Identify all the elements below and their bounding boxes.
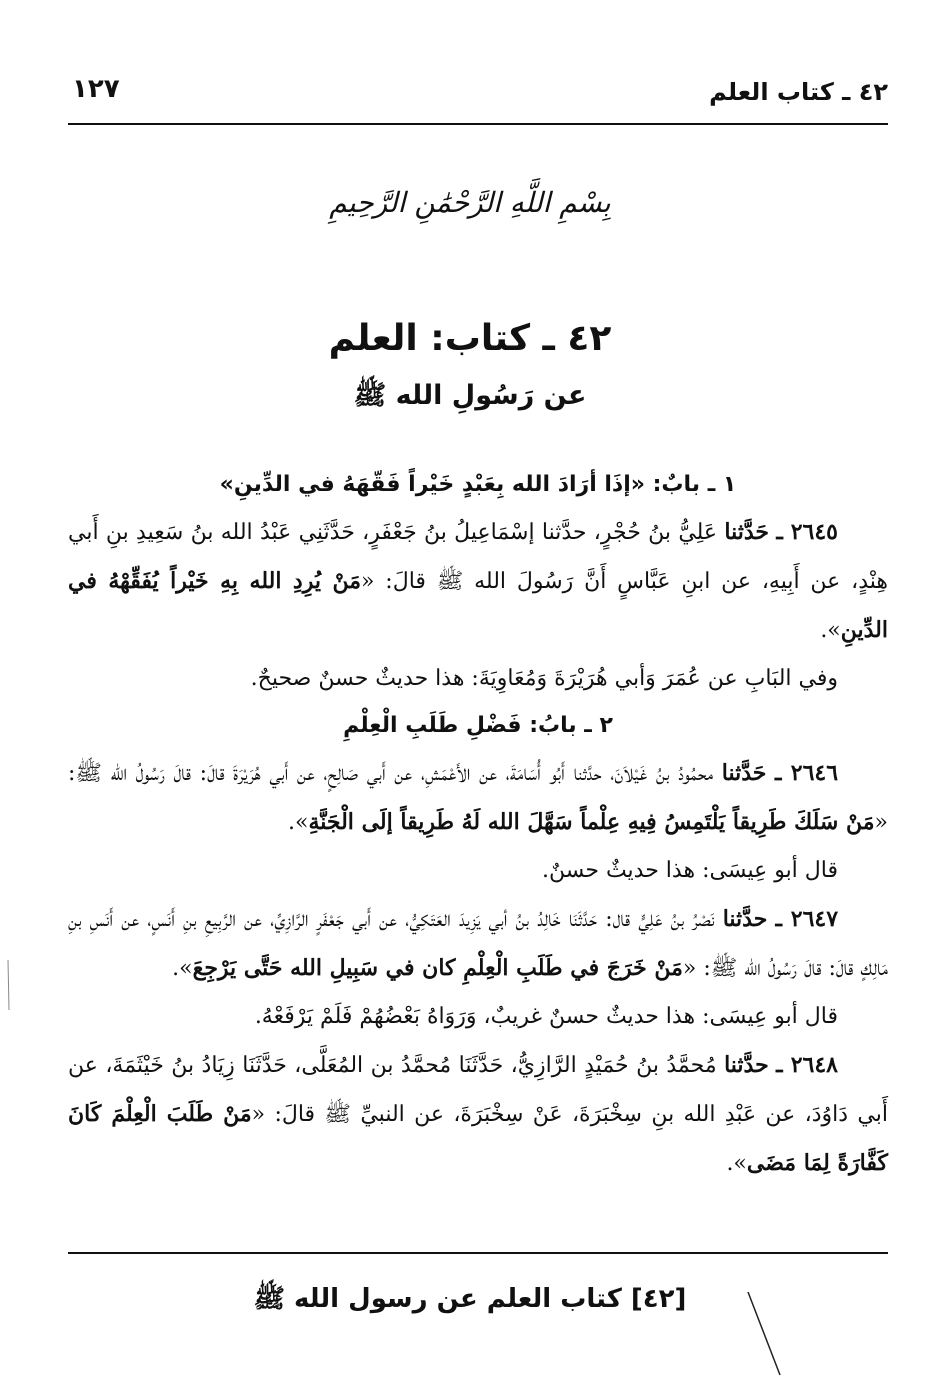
header-divider <box>68 123 888 125</box>
hadith-number: ٢٦٤٦ ـ <box>775 760 839 786</box>
running-chapter-title: ٤٢ ـ كتاب العلم <box>709 78 888 106</box>
hadith-2647 <box>68 895 888 993</box>
matn: مَنْ خَرَجَ في طَلَبِ الْعِلْمِ كان في سَبِيلِ الله حَتَّى يَرْجِعَ <box>192 955 683 981</box>
haddathana-word: حدَّثنا <box>722 906 768 932</box>
quote-end: ». <box>820 618 841 643</box>
hadith-number: ٢٦٤٥ ـ <box>776 519 838 545</box>
book-subtitle: عن رَسُولِ الله ﷺ <box>353 380 587 411</box>
isnad: مُحمَّدُ بنُ حُمَيْدٍ الرَّازِيُّ، حَدَّثَنَا مُحمَّدُ بن المُعَلَّى، حَدَّثَنَا زِيَادُ بنُ خَيْثَمَةَ، عن أَبي دَاوُدَ، عن عَبْدِ الله بنِ سِخْبَرَةَ، عَنْ سِخْبَرَةَ، عن النبيِّ ﷺ قالَ: « <box>68 1053 888 1127</box>
hadith-2645 <box>68 508 888 655</box>
hadith-2647-grading: قال أبو عِيسَى: هذا حديثٌ حسنٌ غريبٌ، وَرَوَاهُ بَعْضُهُمْ فَلَمْ يَرْفَعْهُ. <box>254 1004 838 1029</box>
hadith-number: ٢٦٤٨ ـ <box>776 1052 838 1078</box>
quote-end: ». <box>172 956 193 981</box>
haddathana-word: حدَّثنا <box>724 1052 769 1078</box>
quote-end: ». <box>288 810 309 835</box>
matn: مَنْ سَلَكَ طَرِيقاً يَلْتَمِسُ فِيهِ عِلْماً سَهَّلَ الله لَهُ طَرِيقاً إلَى الْجَنَّةِ <box>308 809 875 835</box>
haddathana-word: حَدَّثنا <box>724 519 769 545</box>
bab-1-note: وفي البَابِ عن عُمَرَ وَأبي هُرَيْرَةَ وَمُعَاوِيَةَ: هذا حديثٌ حسنٌ صحيحٌ. <box>250 666 838 691</box>
isnad: محمُودُ بنُ غَيْلاَنَ، حدَّثنا أَبُو أُسَامَةَ، عن الأَعْمَشِ، عن أَبي صَالِحٍ، عن أَبي هُرَيْرَةَ قالَ: قالَ رَسُولُ الله ﷺ: « <box>68 761 888 835</box>
matn: مَنْ يُرِدِ الله بِهِ خَيْراً يُفَقِّهْهُ في الدِّينِ <box>68 568 888 643</box>
page-header <box>68 72 888 112</box>
isnad: نَصْرُ بنُ عَلِيٍّ قال: حَدَّثَنَا خَالِدُ بنُ أبي يَزِيدَ العَتَكِيُّ، عن أَبي جَعْفَرٍ الرَّازِيِّ، عن الرَّبِيعِ بنِ أَنَسٍ، عن أَنَسِ بنِ مَالِكٍ قالَ: قالَ رَسُولُ الله ﷺ: « <box>68 907 888 981</box>
isnad: عَلِيُّ بنُ حُجْرٍ، حدَّثنا إسْمَاعِيلُ بنُ جَعْفَرٍ، حَدَّثَنِي عَبْدُ الله بنُ سَعِيدِ بنِ أَبي هِنْدٍ، عن أَبِيهِ، عن ابنِ عَبَّاسٍ أَنَّ رَسُولَ الله ﷺ قالَ: « <box>68 520 889 594</box>
scan-edge-mark <box>8 960 9 1010</box>
haddathana-word: حَدَّثنا <box>721 760 767 786</box>
matn: مَنْ طَلَبَ الْعِلْمَ كَانَ كَفَّارَةً لِمَا مَضَى <box>68 1101 888 1176</box>
hadith-2648 <box>68 1041 888 1188</box>
book-title: ٤٢ ـ كتاب: العلم <box>328 318 612 359</box>
hadith-number: ٢٦٤٧ ـ <box>775 906 839 932</box>
main-text <box>68 462 888 1188</box>
hadith-2646-grading: قال أبو عِيسَى: هذا حديثٌ حسنٌ. <box>541 858 838 883</box>
bab-2-heading: ٢ ـ بابُ: فَضْلِ طَلَبِ الْعِلْمِ <box>343 713 613 738</box>
hadith-2646 <box>68 749 888 847</box>
page-number: ١٢٧ <box>72 74 120 104</box>
quote-end: ». <box>726 1151 747 1176</box>
bab-1-heading: ١ ـ بابٌ: «إذَا أرَادَ الله بِعَبْدٍ خَيْراً فَقّهَهُ في الدِّينِ» <box>219 472 737 497</box>
basmala: بِسْمِ اللَّهِ الرَّحْمَٰنِ الرَّحِيمِ <box>329 186 611 219</box>
next-chapter-title: [٤٢] كتاب العلم عن رسول الله ﷺ <box>253 1284 687 1314</box>
footer-divider <box>68 1252 888 1254</box>
